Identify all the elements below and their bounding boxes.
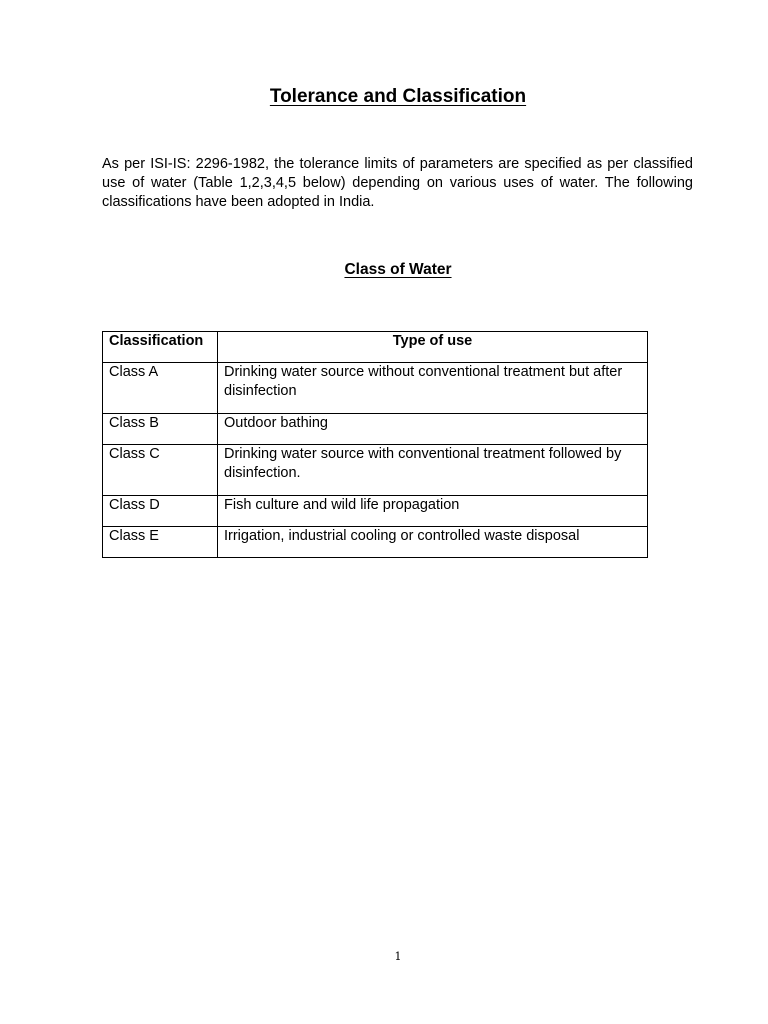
use-cell: Drinking water source without conventional treatment but after disinfection: [218, 363, 648, 414]
use-cell: Outdoor bathing: [218, 414, 648, 445]
section-title: Class of Water: [344, 261, 452, 278]
class-cell: Class A: [103, 363, 218, 414]
class-cell: Class B: [103, 414, 218, 445]
page-number: 1: [394, 950, 402, 963]
class-cell: Class E: [103, 527, 218, 558]
use-cell: Drinking water source with conventional treatment followed by disinfection.: [218, 445, 648, 496]
use-cell: Irrigation, industrial cooling or controlled waste disposal: [218, 527, 648, 558]
intro-paragraph: As per ISI-IS: 2296-1982, the tolerance limits of parameters are specified as per classified use of water (Table 1,2,3,4,5 below) depending on various uses of water. The following classifications have been adopted in India.: [102, 156, 693, 210]
header-type-of-use: Type of use: [218, 332, 648, 363]
class-cell: Class C: [103, 445, 218, 496]
table-row: [103, 527, 648, 558]
table-row: [103, 414, 648, 445]
table-row: [103, 445, 648, 496]
table-row: [103, 496, 648, 527]
table-header-row: [103, 332, 648, 363]
class-cell: Class D: [103, 496, 218, 527]
table-row: [103, 363, 648, 414]
header-classification: Classification: [103, 332, 218, 363]
water-class-table: [102, 331, 648, 558]
use-cell: Fish culture and wild life propagation: [218, 496, 648, 527]
page-title: Tolerance and Classification: [269, 86, 527, 107]
